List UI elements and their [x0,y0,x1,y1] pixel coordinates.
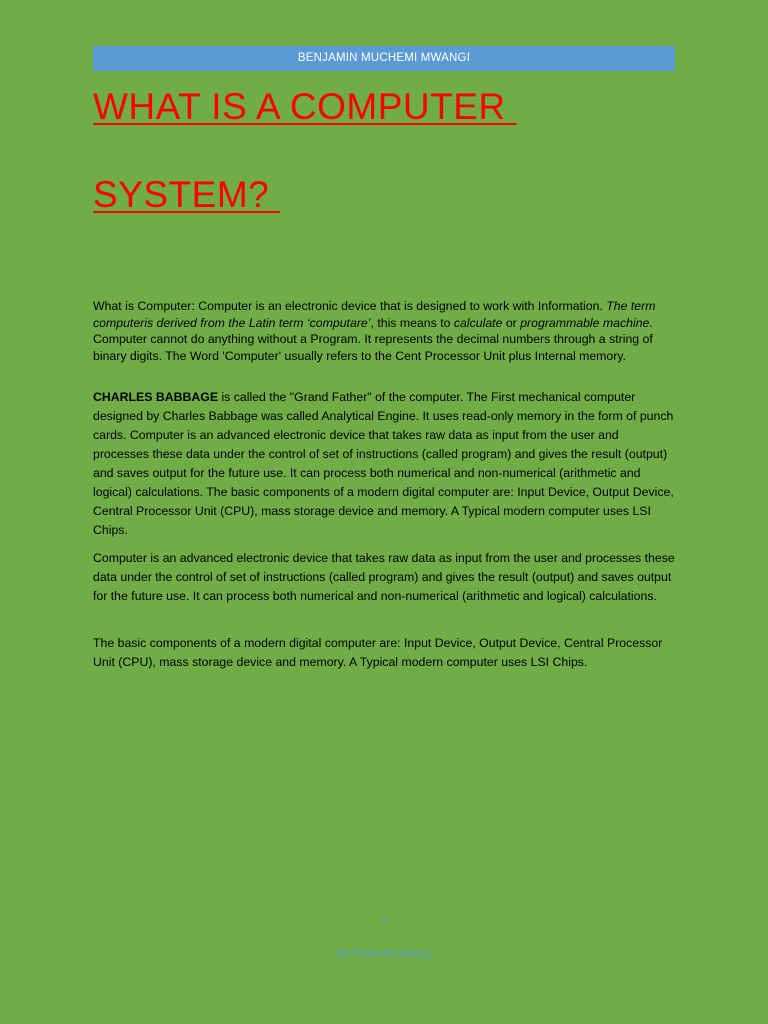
header-author: BENJAMIN MUCHEMI MWANGI [297,52,471,64]
p1-text: What is Computer: Computer is an electronic device that is designed to work with Information. [93,299,607,313]
header-author-bar [93,46,675,71]
paragraph-definition [93,298,675,364]
p1-italic-programmable: programmable machine [520,315,650,330]
footer-text: SCT203-0511/2021 [336,948,432,960]
p1-text: , this means to [370,315,454,330]
paragraph-charles-babbage [93,388,675,540]
paragraph-computer-advanced: Computer is an advanced electronic device that takes raw data as input from the user and processes these data under the control of set of instructions (called program) and gives the result (output) and saves output for the future use. It can process both numerical and non-numerical (arithmetic and logical) calculations. [93,551,675,603]
page-title-line-2: SYSTEM? [93,174,280,215]
p1-text: . Computer cannot do anything without a Program. It represents the decimal numbers through a string of binary digits. The Word 'Computer' usually refers to the Cent Processor Unit plus Internal memory. [93,315,653,363]
p2-bold-name: CHARLES BABBAGE [93,390,219,404]
p1-text: or [502,315,521,330]
p2-text: is called the "Grand Father" of the computer. The First mechanical computer designed by Charles Babbage was called Analytical Engine. It uses read-only memory in the form of punch cards. Computer is an advanced electronic device that takes raw data as input from the user and processes these data under the control of set of instructions (called program) and gives the result (output) and saves output for the future use. It can process both numerical and non-numerical (arithmetic and logical) calculations. The basic components of a modern digital computer are: Input Device, Output Device, Central Processor Unit (CPU), mass storage device and memory. A Typical modern computer uses LSI Chips. [93,390,674,537]
page-number: 1 [380,914,388,926]
p1-italic-calculate: calculate [453,315,503,330]
p1-italic-term: The term computeris derived from the Latin term ‘computare’ [93,299,656,330]
paragraph-basic-components: The basic components of a modern digital computer are: Input Device, Output Device, Central Processor Unit (CPU), mass storage device and memory. A Typical modern computer uses LSI Chips. [93,636,663,669]
page-title-line-1: WHAT IS A COMPUTER [93,86,517,127]
